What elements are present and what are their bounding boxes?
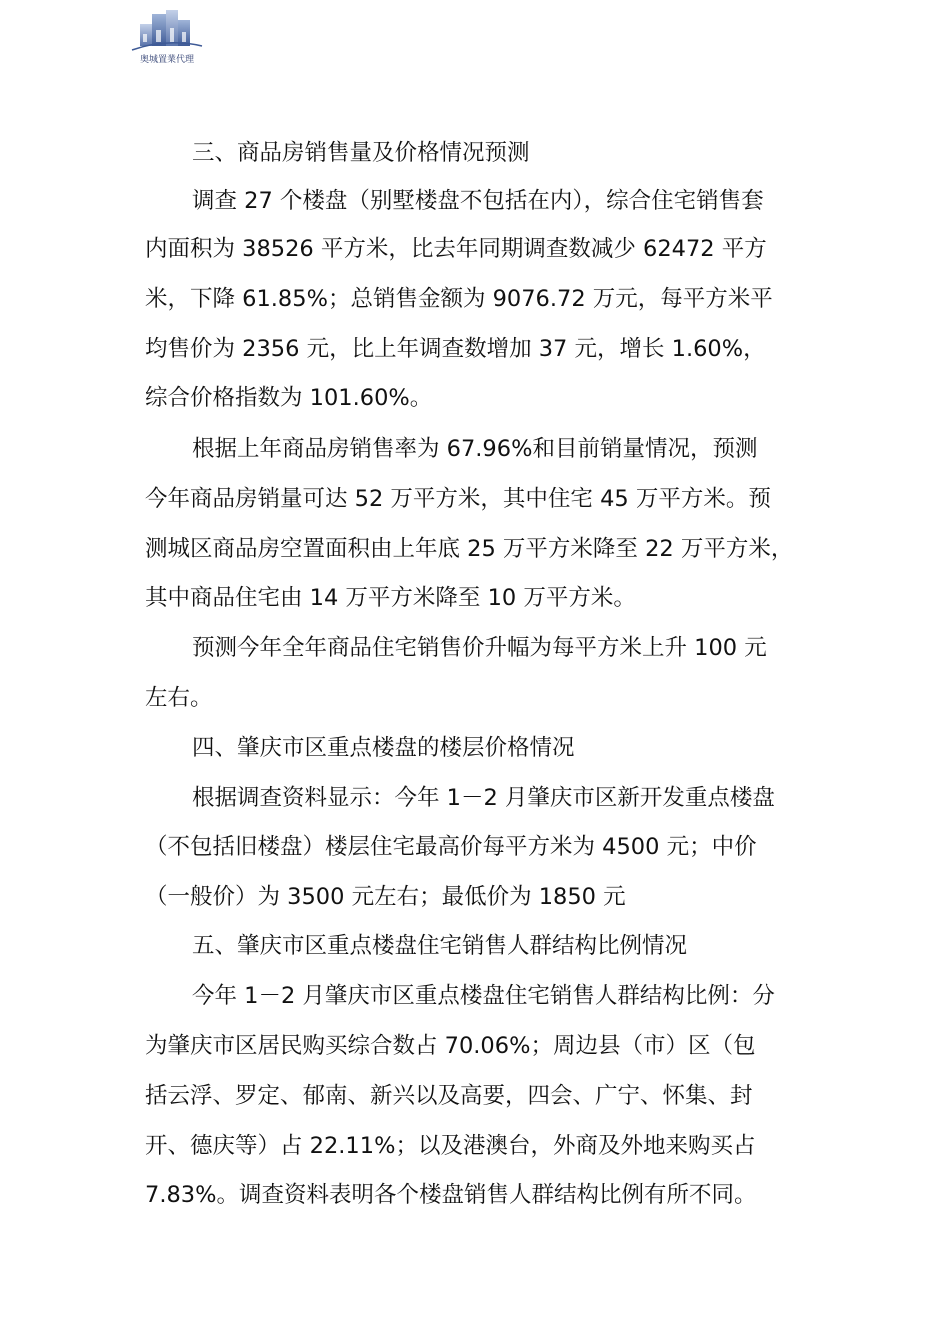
paragraph-line: 今年商品房销量可达 52 万平方米，其中住宅 45 万平方米。预 xyxy=(145,486,771,512)
paragraph-line: （一般价）为 3500 元左右；最低价为 1850 元 xyxy=(145,884,626,910)
paragraph-line: 预测今年全年商品住宅销售价升幅为每平方米上升 100 元 xyxy=(192,635,767,661)
paragraph-line: 米，下降 61.85%；总销售金额为 9076.72 万元，每平方米平 xyxy=(145,286,773,312)
heading-section-4: 四、肇庆市区重点楼盘的楼层价格情况 xyxy=(192,735,575,761)
paragraph-line: 括云浮、罗定、郁南、新兴以及高要，四会、广宁、怀集、封 xyxy=(145,1083,753,1109)
paragraph-line: 内面积为 38526 平方米，比去年同期调查数减少 62472 平方 xyxy=(145,236,767,262)
paragraph-line: 均售价为 2356 元，比上年调查数增加 37 元，增长 1.60%， xyxy=(145,336,766,362)
building-skyline-icon xyxy=(130,8,204,52)
paragraph-line: 今年 1－2 月肇庆市区重点楼盘住宅销售人群结构比例：分 xyxy=(192,983,775,1009)
paragraph-line: 测城区商品房空置面积由上年底 25 万平方米降至 22 万平方米， xyxy=(145,536,794,562)
paragraph-line: 为肇庆市区居民购买综合数占 70.06%；周边县（市）区（包 xyxy=(145,1033,756,1059)
heading-section-3: 三、商品房销售量及价格情况预测 xyxy=(192,140,530,166)
paragraph-line: 根据上年商品房销售率为 67.96%和目前销量情况，预测 xyxy=(192,436,758,462)
paragraph-line: 调查 27 个楼盘（别墅楼盘不包括在内），综合住宅销售套 xyxy=(192,188,764,214)
logo-text: 奥城置業代理 xyxy=(139,55,194,65)
company-logo xyxy=(124,8,210,70)
paragraph-line: 综合价格指数为 101.60%。 xyxy=(145,385,433,411)
paragraph-line: （不包括旧楼盘）楼层住宅最高价每平方米为 4500 元；中价 xyxy=(145,834,757,860)
paragraph-line: 开、德庆等）占 22.11%；以及港澳台，外商及外地来购买占 xyxy=(145,1133,756,1159)
paragraph-line: 左右。 xyxy=(145,685,213,711)
paragraph-line: 其中商品住宅由 14 万平方米降至 10 万平方米。 xyxy=(145,585,636,611)
paragraph-line: 根据调查资料显示：今年 1－2 月肇庆市区新开发重点楼盘 xyxy=(192,785,775,811)
paragraph-line: 7.83%。调查资料表明各个楼盘销售人群结构比例有所不同。 xyxy=(145,1182,757,1208)
heading-section-5: 五、肇庆市区重点楼盘住宅销售人群结构比例情况 xyxy=(192,933,688,959)
